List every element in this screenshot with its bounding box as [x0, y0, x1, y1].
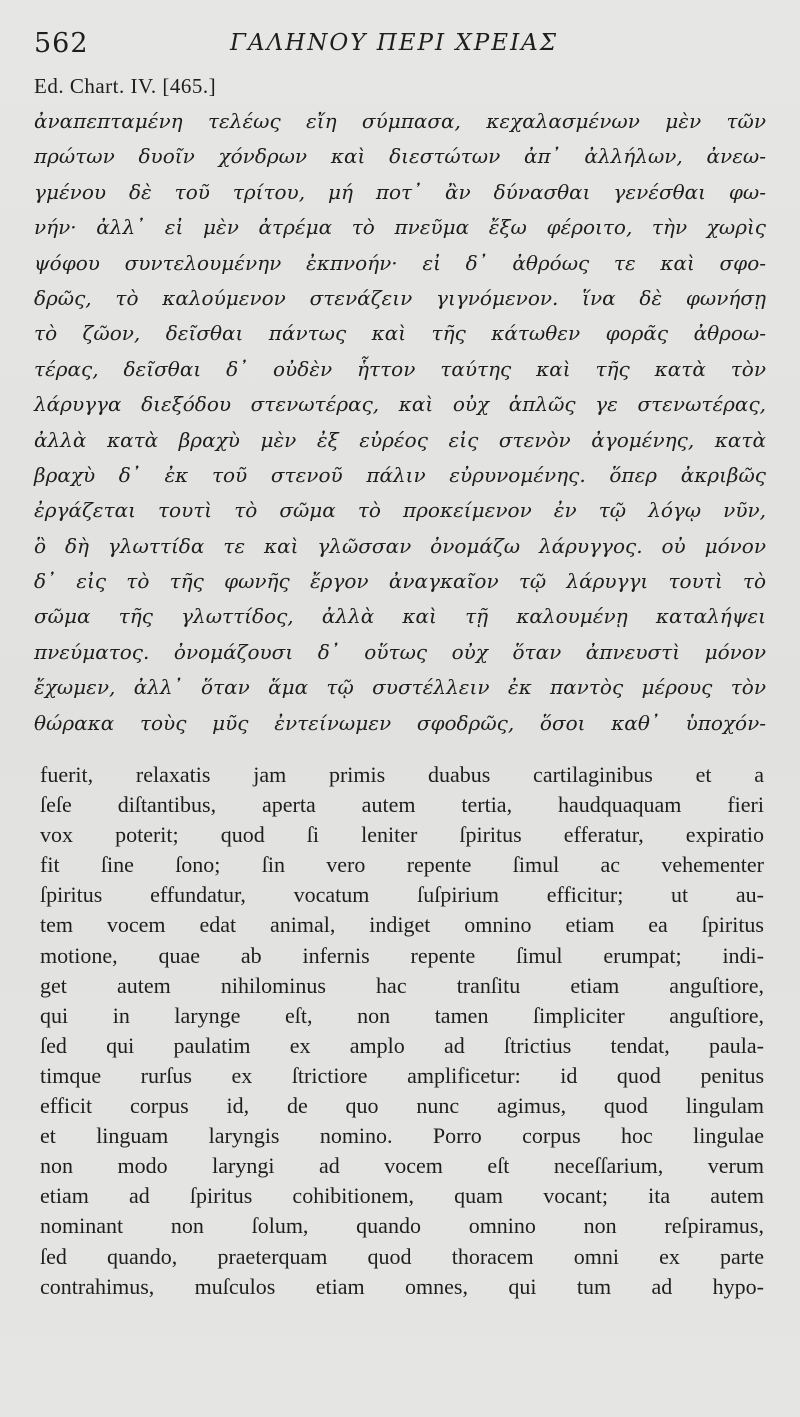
latin-line: timque rurſus ex ſtrictiore amplificetur: id quod penitus — [40, 1062, 764, 1088]
latin-line: tem vocem edat animal, indiget omnino etiam ea ſpiritus — [40, 912, 764, 938]
latin-line: non modo laryngi ad vocem eſt neceſſarium, verum — [40, 1153, 764, 1179]
latin-line: ſpiritus effundatur, vocatum ſuſpirium efficitur; ut au- — [40, 882, 764, 908]
latin-line: motione, quae ab infernis repente ſimul erumpat; indi- — [40, 942, 764, 968]
latin-line: ſed qui paulatim ex amplo ad ſtrictius tendat, paula- — [40, 1032, 764, 1058]
greek-line: νήν· ἀλλ᾽ εἰ μὲν ἀτρέμα τὸ πνεῦμα ἔξω φέροιτο, τὴν χωρὶς — [34, 215, 766, 240]
greek-line: λάρυγγα διεξόδου στενωτέρας, καὶ οὐχ ἁπλῶς γε στενωτέρας, — [34, 392, 766, 417]
greek-line: δ᾽ εἰς τὸ τῆς φωνῆς ἔργον ἀναγκαῖον τῷ λάρυγγι τουτὶ τὸ — [34, 569, 766, 594]
latin-line: nominant non ſolum, quando omnino non reſpiramus, — [40, 1213, 764, 1239]
greek-line: τέρας, δεῖσθαι δ᾽ οὐδὲν ἧττον ταύτης καὶ τῆς κατὰ τὸν — [34, 356, 766, 381]
latin-line: etiam ad ſpiritus cohibitionem, quam vocant; ita autem — [40, 1183, 764, 1209]
latin-line: contrahimus, muſculos etiam omnes, qui tum ad hypo- — [40, 1273, 764, 1299]
greek-line: θώρακα τοὺς μῦς ἐντείνωμεν σφοδρῶς, ὅσοι καθ᾽ ὑποχόν- — [34, 710, 766, 735]
latin-line: vox poterit; quod ſi leniter ſpiritus efferatur, expiratio — [40, 822, 764, 848]
greek-line: γμένου δὲ τοῦ τρίτου, μή ποτ᾽ ἂν δύνασθαι γενέσθαι φω- — [34, 179, 766, 204]
latin-line: ſed quando, praeterquam quod thoracem omni ex parte — [40, 1243, 764, 1269]
latin-line: fuerit, relaxatis jam primis duabus cartilaginibus et a — [40, 762, 764, 787]
edition-reference: Ed. Chart. IV. [465.] — [34, 74, 217, 98]
page-number: 562 — [34, 28, 89, 59]
latin-line: ſeſe diſtantibus, aperta autem tertia, haudquaquam fieri — [40, 792, 764, 818]
latin-line: fit ſine ſono; ſin vero repente ſimul ac vehementer — [40, 852, 764, 878]
greek-line: ἔχωμεν, ἀλλ᾽ ὅταν ἅμα τῷ συστέλλειν ἐκ παντὸς μέρους τὸν — [34, 675, 766, 700]
greek-line: ψόφου συντελουμένην ἐκπνοήν· εἰ δ᾽ ἀθρόως τε καὶ σφο- — [34, 250, 766, 275]
greek-line: δρῶς, τὸ καλούμενον στενάζειν γιγνόμενον. ἵνα δὲ φωνήσῃ — [34, 285, 766, 310]
greek-line: τὸ ζῶον, δεῖσθαι πάντως καὶ τῆς κάτωθεν φορᾶς ἀθροω- — [34, 321, 766, 346]
greek-line: ὃ δὴ γλωττίδα τε καὶ γλῶσσαν ὀνομάζω λάρυγγος. οὐ μόνον — [34, 533, 766, 558]
greek-line: ἀναπεπταμένη τελέως εἴη σύμπασα, κεχαλασμένων μὲν τῶν — [34, 109, 766, 133]
greek-line: ἐργάζεται τουτὶ τὸ σῶμα τὸ προκείμενον ἐν τῷ λόγῳ νῦν, — [34, 498, 766, 523]
greek-line: σῶμα τῆς γλωττίδος, ἀλλὰ καὶ τῇ καλουμένῃ καταλήψει — [34, 604, 766, 629]
greek-text-block — [34, 104, 766, 741]
latin-line: qui in larynge eſt, non tamen ſimpliciter anguſtiore, — [40, 1002, 764, 1028]
latin-line: et linguam laryngis nomino. Porro corpus hoc lingulae — [40, 1123, 764, 1149]
latin-line: efficit corpus id, de quo nunc agimus, quod lingulam — [40, 1093, 764, 1119]
latin-text-block — [40, 760, 764, 1302]
latin-line: get autem nihilominus hac tranſitu etiam anguſtiore, — [40, 972, 764, 998]
greek-line: ἀλλὰ κατὰ βραχὺ μὲν ἐξ εὐρέος εἰς στενὸν ἀγομένης, κατὰ — [34, 427, 766, 452]
greek-line: βραχὺ δ᾽ ἐκ τοῦ στενοῦ πάλιν εὐρυνομένης. ὅπερ ἀκριβῶς — [34, 462, 766, 487]
greek-line: πνεύματος. ὀνομάζουσι δ᾽ οὕτως οὐχ ὅταν ἀπνευστὶ μόνον — [34, 639, 766, 664]
greek-line: πρώτων δυοῖν χόνδρων καὶ διεστώτων ἀπ᾽ ἀλλήλων, ἀνεω- — [34, 144, 766, 169]
page-header — [34, 28, 774, 68]
running-title: ΓΑΛΗΝΟΥ ΠΕΡΙ ΧΡΕΙΑΣ — [230, 30, 559, 56]
